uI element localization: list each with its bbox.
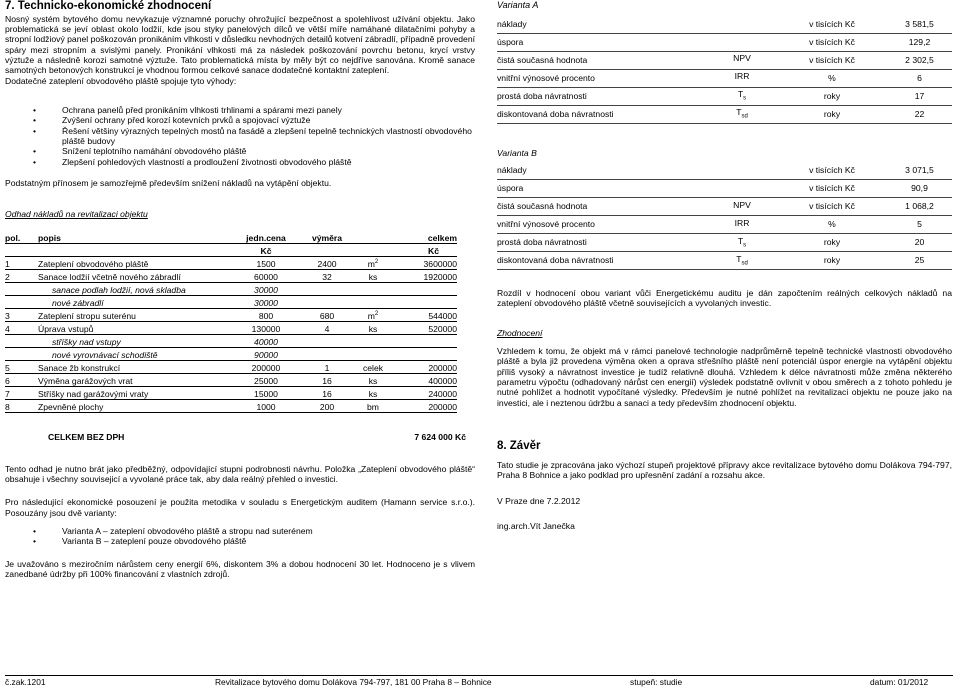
table-row [497,33,952,51]
right-column [497,0,952,531]
cell-vymera [299,348,355,361]
header-vymera: výměra [299,231,355,244]
cell-unit-text: celek [362,363,384,374]
cell-unit [355,374,391,387]
method-paragraph: Pro následující ekonomické posouzení je použita metodika v souladu s Energetickým auditem (Hamann service s.r.o.). Posouzány jsou dvě varianty: [5,497,475,518]
metric-label: úspora [497,33,707,51]
variant-b-table [497,162,952,270]
cell-unit-text: ks [368,376,378,387]
section-heading-7: 7. Technicko-ekonomické zhodnocení [5,0,212,12]
metric-symbol-text: T [737,235,744,246]
metric-symbol [707,180,777,198]
cell-celkem: 3600000 [391,257,457,270]
cell-vymera [299,296,355,309]
cell-vymera: 16 [299,374,355,387]
cell-cena: 15000 [233,387,299,400]
metric-label: úspora [497,180,707,198]
metric-symbol-text: IRR [734,217,750,228]
cell-celkem: 520000 [391,322,457,335]
cell-cena: 30000 [233,283,299,296]
cell-cena: 60000 [233,270,299,283]
cost-title: Odhad nákladů na revitalizaci objektu [5,209,148,220]
metric-label: diskontovaná doba návratnosti [497,105,707,123]
metric-value: 25 [887,252,952,270]
list-item: • Snížení teplotního namáhání obvodového pláště [5,146,475,156]
metric-symbol-sub: sd [741,260,748,267]
metric-value: 3 581,5 [887,16,952,34]
cell-popis: stříšky nad vstupy [38,335,233,348]
header-celkem: celkem [391,231,457,244]
cell-vymera [299,335,355,348]
metric-symbol-sub: s [743,242,747,249]
table-row [497,87,952,105]
cell-popis: nové vyrovnávací schodiště [38,348,233,361]
metric-symbol [707,87,777,105]
cell-unit-exponent: 2 [374,259,379,266]
metric-label: prostá doba návratnosti [497,87,707,105]
cell-unit [355,361,391,374]
cell-unit-text: ks [368,324,378,335]
cell-unit [355,257,391,270]
metric-label: vnitřní výnosové procento [497,69,707,87]
conclusion-paragraph: Tato studie je zpracována jako výchozí stupeň projektové přípravy akce revitalizace bytového domu Dolákova 794-797, Praha 8 Bohnice a jako podklad pro upřesnění zadání a rozsahu akce. [497,459,952,481]
table-row [5,348,457,361]
metric-unit: v tisících Kč [777,198,887,216]
cell-cena: 800 [233,309,299,322]
metric-value: 17 [887,87,952,105]
cost-table-body [5,257,457,413]
metric-unit: roky [777,87,887,105]
signature: ing.arch.Vít Janečka [497,520,575,531]
metric-symbol-sub: sd [741,114,748,121]
cell-vymera: 4 [299,322,355,335]
variant-b-title: Varianta B [497,147,537,158]
cell-pol: 1 [5,257,38,270]
table-row [497,51,952,69]
table-header-row [5,231,457,244]
footer-date: datum: 01/2012 [870,677,929,687]
metric-value: 6 [887,69,952,87]
list-item: • Řešení většiny výrazných tepelných mostů na fasádě a zlepšení tepelně technických vlastností obvodového pláště budovy [5,126,475,147]
cell-celkem: 240000 [391,387,457,400]
cell-popis: Zateplení stropu suterénu [38,309,233,322]
metric-value: 20 [887,234,952,252]
cell-vymera: 32 [299,270,355,283]
cell-cena: 25000 [233,374,299,387]
metric-value: 90,9 [887,180,952,198]
evaluation-title: Zhodnocení [497,327,543,338]
total-value: 7 624 000 Kč [414,432,466,443]
variants-list [5,526,475,547]
metric-symbol [707,216,777,234]
cell-unit [355,309,391,322]
main-benefit: Podstatným přínosem je samozřejmě především snížení nákladů na vytápění objektu. [5,177,332,188]
metric-label: čistá současná hodnota [497,51,707,69]
metric-symbol-text: T [737,89,744,100]
metric-unit: roky [777,234,887,252]
metric-symbol [707,69,777,87]
list-item: • Zlepšení pohledových vlastností a prodloužení životnosti obvodového pláště [5,157,475,167]
cell-cena: 40000 [233,335,299,348]
metric-unit: roky [777,105,887,123]
assumptions-paragraph: Je uvažováno s meziročním nárůstem ceny energií 6%, diskontem 3% a dobou hodnocení 30 let. Hodnoceno je s vlivem zanedbané údržby při 100% financování z vlastních zdrojů. [5,558,475,579]
cell-celkem [391,335,457,348]
metric-symbol [707,234,777,252]
cell-unit [355,296,391,309]
metric-symbol-text: IRR [734,71,750,82]
cell-cena: 30000 [233,296,299,309]
cell-unit-text: bm [367,402,379,413]
cell-celkem: 544000 [391,309,457,322]
table-row [497,252,952,270]
cell-pol: 7 [5,387,38,400]
metric-symbol-text: NPV [733,199,751,210]
list-item: • Varianta A – zateplení obvodového pláště a stropu nad suterénem [5,526,475,536]
table-row [497,234,952,252]
table-row [497,162,952,180]
cell-celkem: 200000 [391,361,457,374]
variant-a-table [497,16,952,124]
evaluation-paragraph: Vzhledem k tomu, že objekt má v rámci panelové technologie nadprůměrně tepelně technické vlastnosti obvodového pláště a byla již provedena výměna oken a oprava střešního pláště není potenciál úspor energie na vytápění objektu příliš vysoký a návratnost investice je tudíž relativně dlouhá. Vzhledem k délce návratnosti může změna některého parametru výpočtu (odhadovaný nárůst cen energií) výsledek podstatně ovlivnit v obou směrech a z tohoto pohledu je nutné pohlížet a hodnotit vypočítané výsledky. Především je nutné pohlížet na revitalizaci objektu ne pouze jako na investici, ale i neztenou údržbu a sanaci a tedy především zhodnocení objektu. [497,346,952,408]
section-heading-8: 8. Závěr [497,439,541,452]
table-row [5,283,457,296]
intro-paragraph: Nosný systém bytového domu nevykazuje významné poruchy ohrožující bezpečnost a spolehlivost užívání objektu. Jako problematická se jeví oblast okolo lodžií, kde jsou styky panelových dílců ve větší míře namáhané dilatačními pohyby a stropní lodžiový panel poškozován pronikáním vlhkosti v důsledku nevhodných detailů kotvení zábradlí, případně provedení spáry mezi stropním a svislými panely. Pronikání vlhkosti má za následek poškozování povrchu betonu, krycí vrstvy výztuže a následně korozi samotné výztuže. Tato problematická místa by měly být co nejdříve sanována. Kromě sanace samotných betonových konstrukcí je vhodnou formou celkové sanace dodatečné kontaktní zateplení. [5,13,475,76]
metric-value: 22 [887,105,952,123]
metric-value: 2 302,5 [887,51,952,69]
cell-unit-text: ks [368,272,378,283]
cell-cena: 200000 [233,361,299,374]
variant-a-title: Varianta A [497,0,539,10]
cell-cena: 1500 [233,257,299,270]
cell-vymera: 16 [299,387,355,400]
metric-symbol-text: T [736,253,742,264]
cell-vymera: 2400 [299,257,355,270]
table-row [5,322,457,335]
table-row [5,374,457,387]
place-date: V Praze dne 7.2.2012 [497,496,581,507]
table-row [5,257,457,270]
cost-table [5,231,457,413]
metric-unit: v tisících Kč [777,51,887,69]
cell-popis: Sanace lodžií včetně nového zábradlí [38,270,233,283]
cell-popis: Stříšky nad garážovými vraty [38,387,233,400]
benefits-list [5,105,475,167]
table-row [497,198,952,216]
list-item: • Ochrana panelů před pronikáním vlhkosti trhlinami a spárami mezi panely [5,105,475,115]
cell-pol [5,296,38,309]
table-row [497,216,952,234]
cell-pol: 5 [5,361,38,374]
metric-symbol-text: NPV [733,53,751,64]
table-row [5,400,457,413]
cell-vymera: 1 [299,361,355,374]
cell-celkem: 200000 [391,400,457,413]
cell-pol: 2 [5,270,38,283]
estimate-note: Tento odhad je nutno brát jako předběžný, odpovídající stupni podrobnosti návrhu. Položka „Zateplení obvodového pláště“ obsahuje i všechny souvisejicí a vyvolané práce tak, aby dala reálný přehled o investici. [5,463,475,485]
table-row [497,16,952,34]
benefits-intro: Dodatečné zateplení obvodového pláště spojuje tyto výhody: [5,75,237,86]
metric-label: vnitřní výnosové procento [497,216,707,234]
metric-label: náklady [497,162,707,180]
footer-number: č.zak.1201 [5,677,46,687]
metric-symbol-sub: s [743,96,747,103]
cell-pol: 3 [5,309,38,322]
header-pol: pol. [5,231,38,244]
table-row [5,309,457,322]
cell-unit [355,387,391,400]
difference-paragraph: Rozdíl v hodnocení obou variant vůči Energetickému auditu je dán započtením reálných celkových nákladů na zateplení obvodového pláště včetně souvisejících a vyvolaných investic. [497,288,952,309]
list-item: • Zvýšení ochrany před korozí kotevních prvků a spojovací výztuže [5,115,475,125]
cell-unit [355,348,391,361]
metric-symbol [707,162,777,180]
metric-unit: % [777,216,887,234]
cell-unit [355,270,391,283]
cell-unit [355,322,391,335]
cell-unit [355,335,391,348]
table-row [5,296,457,309]
table-row [497,105,952,123]
cell-popis: Zateplení obvodového pláště [38,257,233,270]
metric-unit: v tisících Kč [777,180,887,198]
page-footer [5,675,953,687]
metric-symbol [707,51,777,69]
metric-unit: v tisících Kč [777,33,887,51]
cell-popis: Zpevněné plochy [38,400,233,413]
header-cena: jedn.cena [233,231,299,244]
metric-label: prostá doba návratnosti [497,234,707,252]
table-row [5,387,457,400]
metric-label: diskontovaná doba návratnosti [497,252,707,270]
cell-popis: nové zábradlí [38,296,233,309]
cell-unit-text: m [367,259,375,270]
left-column [5,0,475,579]
cell-unit-text: m [367,311,375,322]
cell-unit-exponent: 2 [374,311,379,318]
cell-pol [5,283,38,296]
cell-celkem [391,348,457,361]
metric-symbol-text: T [736,107,742,118]
cost-total [5,431,467,443]
metric-label: náklady [497,16,707,34]
cell-vymera: 680 [299,309,355,322]
cell-popis: Výměna garážových vrat [38,374,233,387]
metric-unit: roky [777,252,887,270]
footer-stage: stupeň: studie [630,677,683,687]
cell-pol: 8 [5,400,38,413]
cell-cena: 1000 [233,400,299,413]
metric-symbol [707,252,777,270]
table-row [5,335,457,348]
table-units-row [5,244,457,257]
table-row [497,69,952,87]
metric-symbol [707,198,777,216]
cell-unit-text: ks [368,389,378,400]
cell-pol: 4 [5,322,38,335]
metric-value: 1 068,2 [887,198,952,216]
cell-pol [5,335,38,348]
total-label: CELKEM BEZ DPH [48,432,125,443]
cell-vymera [299,283,355,296]
metric-value: 129,2 [887,33,952,51]
cell-celkem: 1920000 [391,270,457,283]
metric-label: čistá současná hodnota [497,198,707,216]
metric-value: 3 071,5 [887,162,952,180]
metric-symbol [707,105,777,123]
metric-value: 5 [887,216,952,234]
metric-symbol [707,33,777,51]
table-row [5,361,457,374]
table-row [497,180,952,198]
cell-popis: Úprava vstupů [38,322,233,335]
table-row [5,270,457,283]
list-item: • Varianta B – zateplení pouze obvodového pláště [5,536,475,546]
header-unit [355,231,391,244]
cell-unit [355,400,391,413]
cell-celkem [391,283,457,296]
cell-cena: 90000 [233,348,299,361]
cell-pol [5,348,38,361]
metric-unit: v tisících Kč [777,162,887,180]
cell-vymera: 200 [299,400,355,413]
metric-unit: v tisících Kč [777,16,887,34]
cell-popis: sanace podlah lodžií, nová skladba [38,283,233,296]
cell-popis: Sanace žb konstrukcí [38,361,233,374]
cell-pol: 6 [5,374,38,387]
header-popis: popis [38,231,233,244]
footer-title: Revitalizace bytového domu Dolákova 794-797, 181 00 Praha 8 – Bohnice [215,677,492,687]
cell-celkem [391,296,457,309]
unit-cena: Kč [233,244,299,257]
cell-celkem: 400000 [391,374,457,387]
metric-unit: % [777,69,887,87]
cell-unit [355,283,391,296]
cell-cena: 130000 [233,322,299,335]
unit-celkem: Kč [391,244,457,257]
metric-symbol [707,16,777,34]
